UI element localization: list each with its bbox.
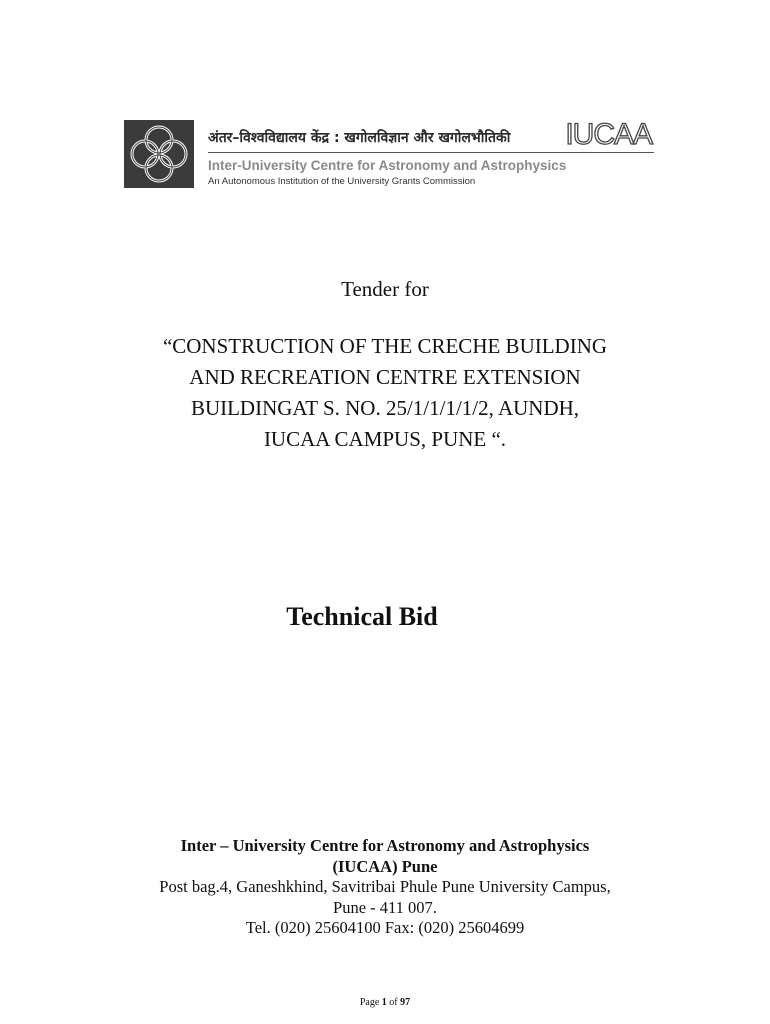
postal-address-line: Post bag.4, Ganeshkhind, Savitribai Phule Pune University Campus, [159,877,611,896]
total-pages: 97 [400,997,411,1008]
project-title [80,331,690,455]
hindi-institute-name: अंतर–विश्वविद्यालय केंद्र : खगोलविज्ञान और खगोलभौतिकी [208,130,511,146]
iucaa-wordmark: IUCAA [565,118,652,151]
contact-line: Tel. (020) 25604100 Fax: (020) 25604699 [245,918,525,937]
of-label: of [389,997,398,1008]
header-divider [208,152,654,153]
page-label: Page [359,997,380,1008]
english-institute-name: Inter-University Centre for Astronomy and Astrophysics [208,158,567,173]
current-page: 1 [381,997,387,1008]
bid-title: Technical Bid [286,602,438,631]
project-title-line: BUILDINGAT S. NO. 25/1/1/1/1/2, AUNDH, [190,396,580,420]
letterhead [124,118,654,190]
city-line: Pune - 411 007. [333,897,437,917]
project-title-line: IUCAA CAMPUS, PUNE “. [263,427,507,451]
project-title-line: AND RECREATION CENTRE EXTENSION [189,365,581,389]
tender-for-heading: Tender for [341,277,429,301]
iucaa-logo-icon [124,120,194,188]
institute-subtitle: An Autonomous Institution of the University Grants Commission [208,176,476,187]
institute-short-name: (IUCAA) Pune [332,856,438,876]
project-title-line: “CONSTRUCTION OF THE CRECHE BUILDING [162,334,608,358]
page-number [0,997,770,1008]
institute-name-line: Inter – University Centre for Astronomy and Astrophysics [180,836,590,855]
institute-address [0,836,770,939]
